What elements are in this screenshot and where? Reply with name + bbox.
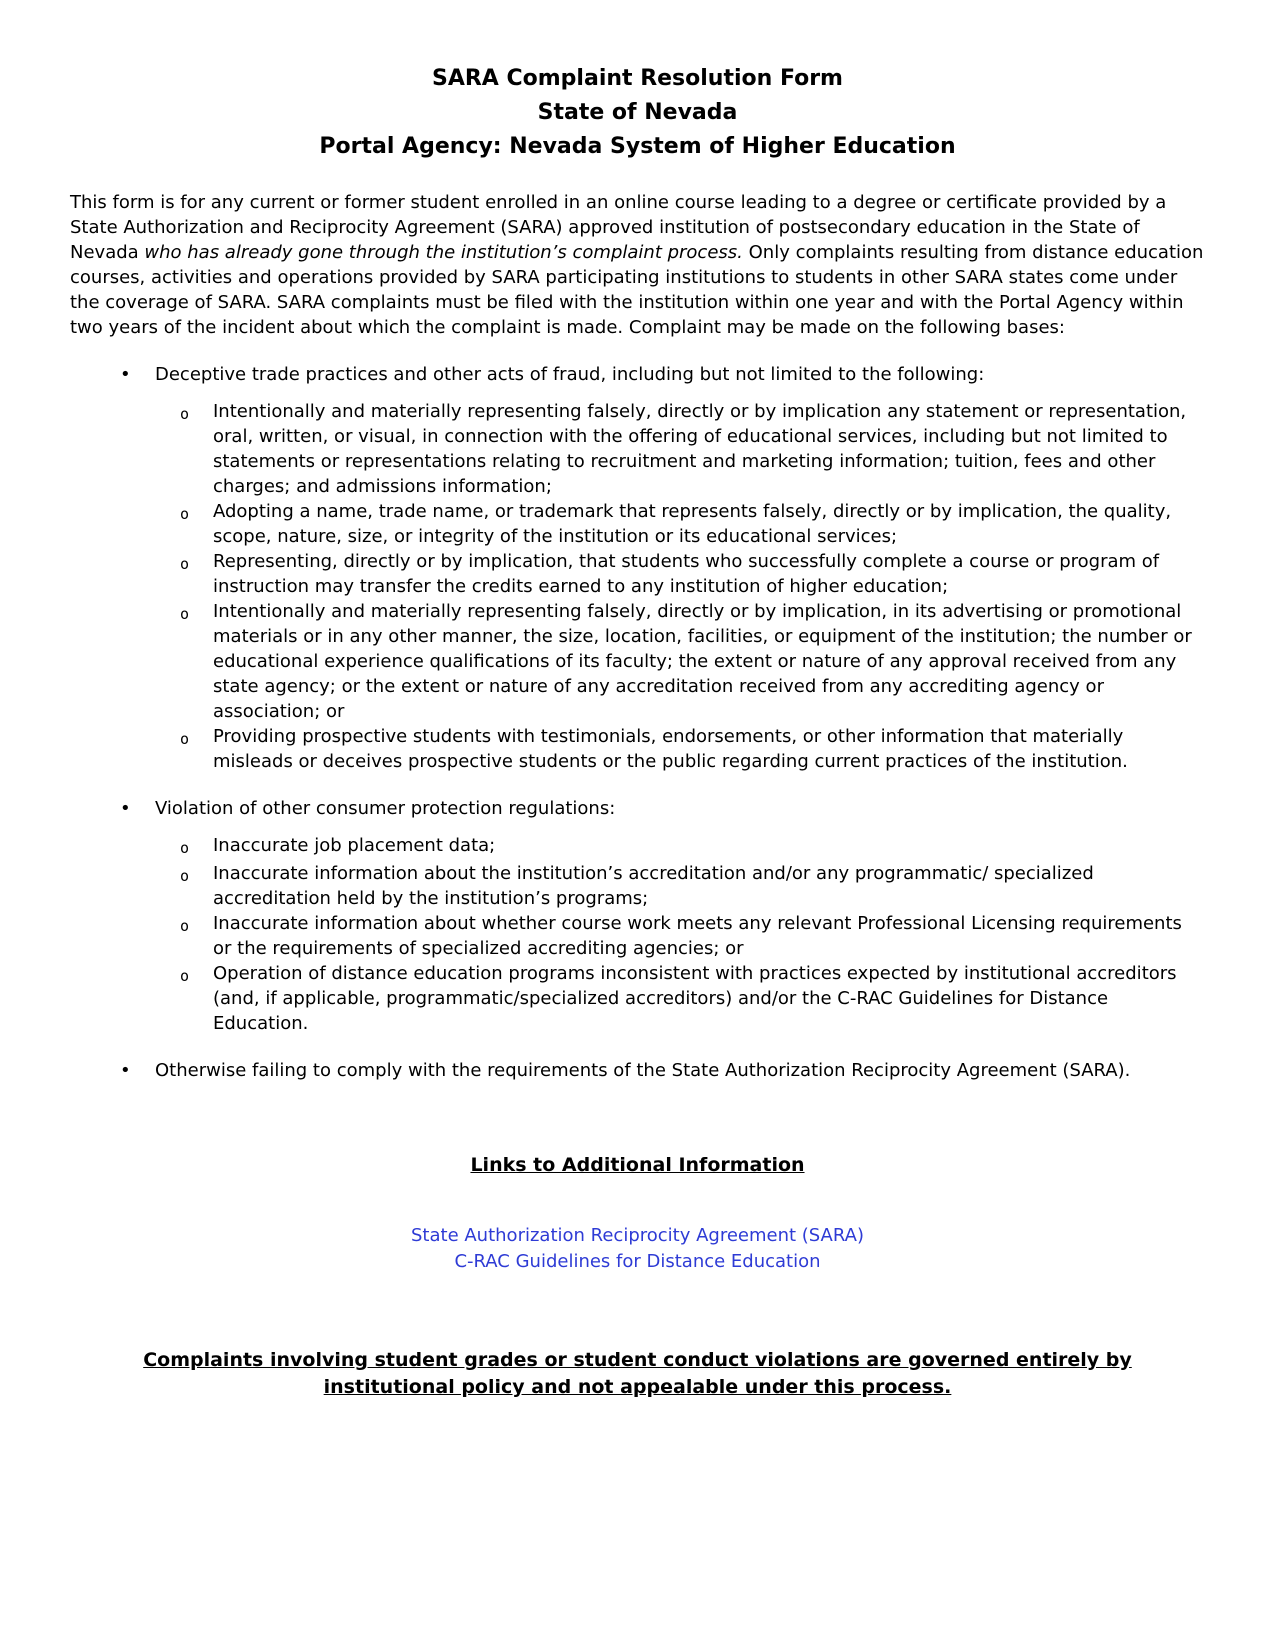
circle-bullet-icon: o xyxy=(180,730,190,748)
sub-list xyxy=(70,399,1205,774)
document-title: SARA Complaint Resolution Form xyxy=(432,66,843,91)
list-item xyxy=(70,861,1205,911)
list-item xyxy=(70,796,1205,821)
document-subtitle-agency: Portal Agency: Nevada System of Higher Education xyxy=(319,134,956,159)
list-item xyxy=(70,549,1205,599)
list-item xyxy=(70,499,1205,549)
bullet-icon: • xyxy=(120,364,131,385)
list-item-text: Adopting a name, trade name, or trademark that represents falsely, directly or by implication, the quality, scope, nature, size, or integrity of the institution or its educational services; xyxy=(213,501,1172,547)
list-item xyxy=(70,1058,1205,1083)
links-section-heading: Links to Additional Information xyxy=(470,1154,805,1176)
list-item-text: Inaccurate information about whether course work meets any relevant Professional Licensing requirements or the requirements of specialized accrediting agencies; or xyxy=(213,913,1182,959)
list-item-text: Otherwise failing to comply with the requirements of the State Authorization Reciprocity Agreement (SARA). xyxy=(155,1060,1131,1081)
circle-bullet-icon: o xyxy=(180,555,190,573)
sub-list xyxy=(70,833,1205,1036)
complaint-bases-list xyxy=(70,362,1205,1083)
list-item xyxy=(70,724,1205,774)
list-item-text: Violation of other consumer protection regulations: xyxy=(155,798,616,819)
intro-text-part2: Only complaints resulting from distance education courses, activities and operations provided by SARA participating institutions to students in other SARA states come under the coverage of SARA. SARA complaints must be filed with the institution within one year and with the Portal Agency within two years of the incident about which the complaint is made. Complaint may be made on the following bases: xyxy=(70,242,1204,338)
circle-bullet-icon: o xyxy=(180,967,190,985)
footer-notice: Complaints involving student grades or student conduct violations are governed entirely by institutional policy and not appealable under this process. xyxy=(143,1349,1132,1398)
list-item-text: Inaccurate information about the institution’s accreditation and/or any programmatic/ specialized accreditation held by the institution’s programs; xyxy=(213,863,1094,909)
intro-text-part1: This form is for any current or former student enrolled in an online course leading to a degree or certificate provided by a State Authorization and Reciprocity Agreement (SARA) approved institution of postsecondary education in the State of Nevada xyxy=(70,192,1167,263)
list-item-text: Deceptive trade practices and other acts of fraud, including but not limited to the following: xyxy=(155,364,985,385)
intro-text-italic: who has already gone through the institution’s complaint process. xyxy=(144,242,743,263)
crac-guidelines-link[interactable]: C-RAC Guidelines for Distance Education xyxy=(454,1251,821,1272)
list-item-text: Providing prospective students with testimonials, endorsements, or other information that materially misleads or deceives prospective students or the public regarding current practices of the institution. xyxy=(213,726,1128,772)
document-subtitle-state: State of Nevada xyxy=(537,100,738,125)
list-item-text: Inaccurate job placement data; xyxy=(213,835,496,856)
list-item xyxy=(70,362,1205,387)
circle-bullet-icon: o xyxy=(180,839,190,857)
list-item-text: Intentionally and materially representing falsely, directly or by implication, in its advertising or promotional materials or in any other manner, the size, location, facilities, or equipment of the institution; the number or educational experience qualifications of its faculty; the extent or nature of any approval received from any state agency; or the extent or nature of any accreditation received from any accrediting agency or association; or xyxy=(213,601,1192,722)
list-item xyxy=(70,599,1205,724)
circle-bullet-icon: o xyxy=(180,505,190,523)
list-item-text: Representing, directly or by implication, that students who successfully complete a course or program of instruction may transfer the credits earned to any institution of higher education; xyxy=(213,551,1160,597)
bullet-icon: • xyxy=(120,798,131,819)
list-item xyxy=(70,961,1205,1036)
circle-bullet-icon: o xyxy=(180,405,190,423)
bullet-icon: • xyxy=(120,1060,131,1081)
list-item xyxy=(70,911,1205,961)
circle-bullet-icon: o xyxy=(180,605,190,623)
list-item xyxy=(70,833,1205,861)
circle-bullet-icon: o xyxy=(180,867,190,885)
list-item xyxy=(70,399,1205,499)
document-header xyxy=(70,62,1205,164)
circle-bullet-icon: o xyxy=(180,917,190,935)
list-item-text: Operation of distance education programs inconsistent with practices expected by institutional accreditors (and, if applicable, programmatic/specialized accreditors) and/or the C-RAC Guidelines for Distance Education. xyxy=(213,963,1177,1034)
list-item-text: Intentionally and materially representing falsely, directly or by implication any statement or representation, oral, written, or visual, in connection with the offering of educational services, including but not limited to statements or representations relating to recruitment and marketing information; tuition, fees and other charges; and admissions information; xyxy=(213,401,1187,497)
sara-agreement-link[interactable]: State Authorization Reciprocity Agreement (SARA) xyxy=(411,1225,864,1246)
links-block xyxy=(70,1223,1205,1275)
intro-paragraph xyxy=(70,190,1205,340)
